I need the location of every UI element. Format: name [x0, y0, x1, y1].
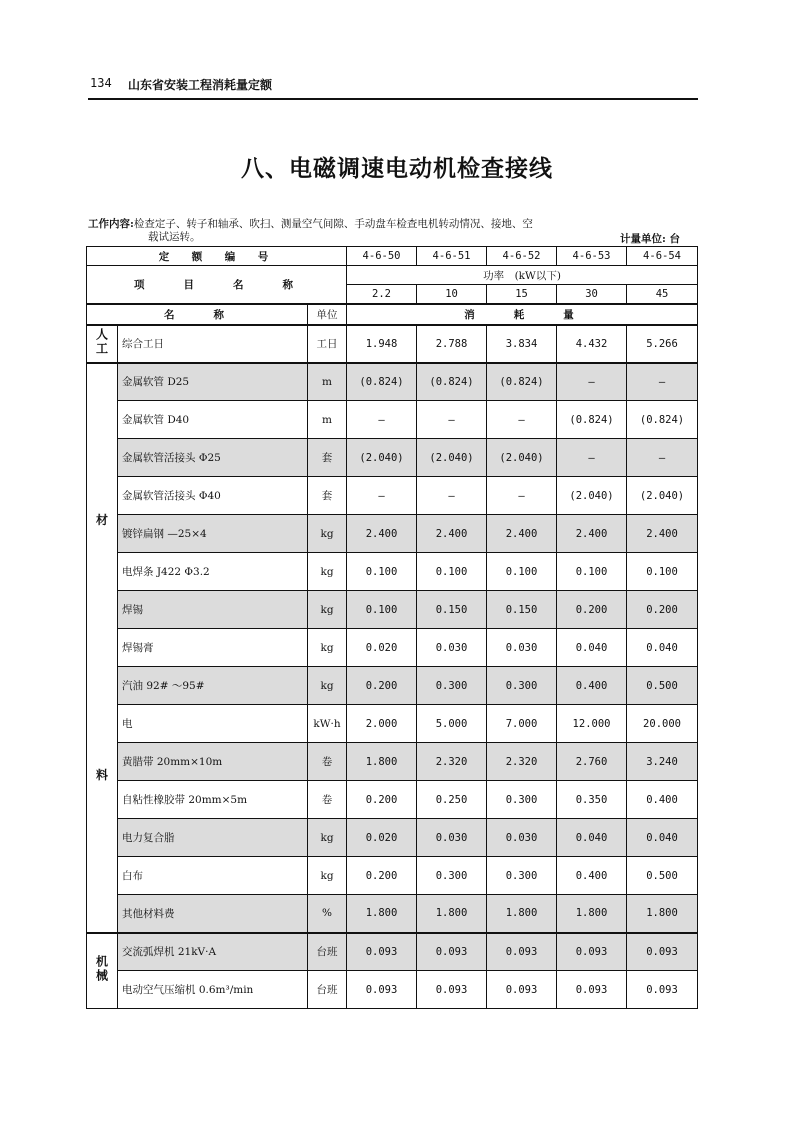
value-cell: —: [417, 401, 487, 439]
table-row: [87, 857, 698, 895]
power-value: 30: [557, 285, 627, 304]
value-cell: 3.240: [627, 743, 698, 781]
value-cell: 2.000: [347, 705, 417, 743]
item-name-label: 项 目 名 称: [87, 266, 347, 304]
value-cell: 0.500: [627, 667, 698, 705]
value-cell: 0.100: [487, 553, 557, 591]
value-cell: 0.093: [417, 933, 487, 971]
value-cell: 0.093: [487, 933, 557, 971]
value-cell: 0.100: [347, 591, 417, 629]
value-cell: 1.800: [557, 895, 627, 933]
power-value: 10: [417, 285, 487, 304]
value-cell: 0.100: [347, 553, 417, 591]
category-machine: [87, 933, 118, 1009]
value-cell: 0.400: [557, 857, 627, 895]
item-unit: kg: [308, 629, 347, 667]
section-title: 八、电磁调速电动机检查接线: [241, 156, 553, 182]
table-row: [87, 895, 698, 933]
value-cell: —: [557, 439, 627, 477]
value-cell: 0.030: [417, 819, 487, 857]
value-cell: (0.824): [487, 363, 557, 401]
value-cell: 0.350: [557, 781, 627, 819]
work-content-line1: 检查定子、转子和轴承、吹扫、测量空气间隙、手动盘车检查电机转动情况、接地、空: [133, 218, 533, 230]
col-code: 4-6-51: [417, 247, 487, 266]
value-cell: 1.800: [627, 895, 698, 933]
power-value: 15: [487, 285, 557, 304]
value-cell: 0.300: [417, 667, 487, 705]
value-cell: 0.040: [557, 629, 627, 667]
value-cell: 0.100: [417, 553, 487, 591]
item-name: 黄腊带 20mm×10m: [118, 743, 308, 781]
table-row: [87, 971, 698, 1009]
item-unit: kg: [308, 591, 347, 629]
category-material: [87, 363, 118, 933]
value-cell: 0.100: [627, 553, 698, 591]
value-cell: (2.040): [347, 439, 417, 477]
value-cell: 2.400: [627, 515, 698, 553]
item-unit: 台班: [308, 933, 347, 971]
power-value: 2.2: [347, 285, 417, 304]
value-cell: 0.200: [347, 857, 417, 895]
item-unit: m: [308, 363, 347, 401]
item-name: 电力复合脂: [118, 819, 308, 857]
item-name: 金属软管活接头 Φ25: [118, 439, 308, 477]
value-cell: —: [557, 363, 627, 401]
item-unit: 卷: [308, 781, 347, 819]
item-unit: kg: [308, 667, 347, 705]
col-code: 4-6-53: [557, 247, 627, 266]
item-unit: m: [308, 401, 347, 439]
value-cell: (2.040): [627, 477, 698, 515]
item-unit: kg: [308, 515, 347, 553]
page-header: [88, 74, 698, 100]
value-cell: —: [627, 439, 698, 477]
item-name: 白布: [118, 857, 308, 895]
item-name: 金属软管 D25: [118, 363, 308, 401]
value-cell: 2.400: [487, 515, 557, 553]
value-cell: —: [417, 477, 487, 515]
item-name: 电: [118, 705, 308, 743]
value-cell: 0.030: [487, 629, 557, 667]
category-material-top: 材: [95, 512, 108, 527]
item-name: 电焊条 J422 Φ3.2: [118, 553, 308, 591]
value-cell: —: [347, 401, 417, 439]
work-content-line2: 载试运转。: [148, 231, 201, 243]
item-unit: kW·h: [308, 705, 347, 743]
value-cell: 7.000: [487, 705, 557, 743]
unit-header: 单位: [308, 304, 347, 325]
value-cell: (2.040): [417, 439, 487, 477]
value-cell: 0.150: [487, 591, 557, 629]
value-cell: 0.200: [627, 591, 698, 629]
value-cell: 0.200: [347, 781, 417, 819]
item-name: 焊锡: [118, 591, 308, 629]
table-row: [87, 401, 698, 439]
item-name: 其他材料费: [118, 895, 308, 933]
table-row: [87, 325, 698, 363]
item-unit: 套: [308, 439, 347, 477]
value-cell: 0.200: [347, 667, 417, 705]
value-cell: 0.500: [627, 857, 698, 895]
item-name: 汽油 92# ～95#: [118, 667, 308, 705]
value-cell: 4.432: [557, 325, 627, 363]
value-cell: 5.266: [627, 325, 698, 363]
work-content: [88, 218, 608, 244]
value-cell: 1.800: [347, 895, 417, 933]
value-cell: 0.030: [487, 819, 557, 857]
value-cell: 0.093: [627, 971, 698, 1009]
table-row: [87, 591, 698, 629]
item-unit: 台班: [308, 971, 347, 1009]
value-cell: 0.093: [487, 971, 557, 1009]
value-cell: 2.400: [417, 515, 487, 553]
table-row: [87, 705, 698, 743]
table-row: [87, 515, 698, 553]
value-cell: 0.020: [347, 629, 417, 667]
item-unit: 卷: [308, 743, 347, 781]
value-cell: 3.834: [487, 325, 557, 363]
value-cell: (0.824): [627, 401, 698, 439]
table-row: [87, 553, 698, 591]
value-cell: 0.040: [627, 819, 698, 857]
work-content-label: 工作内容:: [88, 218, 134, 230]
col-code: 4-6-52: [487, 247, 557, 266]
table-row: [87, 363, 698, 401]
power-value: 45: [627, 285, 698, 304]
page-number: 134: [90, 76, 112, 90]
value-cell: 0.040: [557, 819, 627, 857]
value-cell: 0.250: [417, 781, 487, 819]
item-name: 自粘性橡胶带 20mm×5m: [118, 781, 308, 819]
category-label: 人工: [94, 328, 109, 356]
item-name: 金属软管活接头 Φ40: [118, 477, 308, 515]
item-unit: kg: [308, 553, 347, 591]
item-name: 交流弧焊机 21kV·A: [118, 933, 308, 971]
value-cell: 0.300: [487, 667, 557, 705]
value-cell: —: [487, 401, 557, 439]
book-title: 山东省安装工程消耗量定额: [128, 78, 273, 92]
item-name: 电动空气压缩机 0.6m³/min: [118, 971, 308, 1009]
value-cell: 2.320: [417, 743, 487, 781]
col-code: 4-6-54: [627, 247, 698, 266]
item-name: 焊锡膏: [118, 629, 308, 667]
value-cell: 2.320: [487, 743, 557, 781]
item-unit: 套: [308, 477, 347, 515]
value-cell: 0.093: [557, 933, 627, 971]
value-cell: 1.800: [487, 895, 557, 933]
item-unit: 工日: [308, 325, 347, 363]
value-cell: 0.093: [347, 971, 417, 1009]
table-row: [87, 629, 698, 667]
power-label: 功率 (kW以下): [347, 266, 698, 285]
value-cell: 0.300: [487, 781, 557, 819]
value-cell: 2.400: [557, 515, 627, 553]
item-unit: kg: [308, 857, 347, 895]
value-cell: 12.000: [557, 705, 627, 743]
value-cell: 0.093: [417, 971, 487, 1009]
quota-table: [86, 246, 698, 1009]
value-cell: 1.948: [347, 325, 417, 363]
table-row: [87, 743, 698, 781]
value-cell: 0.100: [557, 553, 627, 591]
value-cell: 0.040: [627, 629, 698, 667]
table-row: [87, 819, 698, 857]
name-header: 名 称: [87, 304, 308, 325]
value-cell: 5.000: [417, 705, 487, 743]
item-unit: %: [308, 895, 347, 933]
value-cell: 0.093: [557, 971, 627, 1009]
value-cell: 2.400: [347, 515, 417, 553]
value-cell: 20.000: [627, 705, 698, 743]
value-cell: 0.300: [487, 857, 557, 895]
category-labor: [87, 325, 118, 363]
table-row: [87, 667, 698, 705]
value-cell: 2.760: [557, 743, 627, 781]
category-material-bottom: 料: [95, 767, 108, 782]
value-cell: 2.788: [417, 325, 487, 363]
value-cell: —: [627, 363, 698, 401]
table-row: [87, 781, 698, 819]
item-unit: kg: [308, 819, 347, 857]
value-cell: 0.093: [347, 933, 417, 971]
value-cell: —: [487, 477, 557, 515]
table-row: [87, 933, 698, 971]
value-cell: 0.020: [347, 819, 417, 857]
col-code: 4-6-50: [347, 247, 417, 266]
value-cell: —: [347, 477, 417, 515]
value-cell: 0.030: [417, 629, 487, 667]
value-cell: 1.800: [417, 895, 487, 933]
value-cell: 1.800: [347, 743, 417, 781]
quota-number-label: 定 额 编 号: [87, 247, 347, 266]
unit-note: 计量单位: 台: [619, 233, 680, 245]
value-cell: 0.200: [557, 591, 627, 629]
value-cell: 0.400: [627, 781, 698, 819]
value-cell: 0.093: [627, 933, 698, 971]
value-cell: (0.824): [347, 363, 417, 401]
value-cell: 0.400: [557, 667, 627, 705]
value-cell: (2.040): [487, 439, 557, 477]
table-row: [87, 439, 698, 477]
item-name: 镀锌扁钢 —25×4: [118, 515, 308, 553]
value-cell: (2.040): [557, 477, 627, 515]
category-label: 机械: [94, 955, 109, 984]
value-cell: (0.824): [417, 363, 487, 401]
table-row: [87, 477, 698, 515]
value-cell: (0.824): [557, 401, 627, 439]
item-name: 综合工日: [118, 325, 308, 363]
value-cell: 0.150: [417, 591, 487, 629]
consumption-header: 消 耗 量: [347, 304, 698, 325]
value-cell: 0.300: [417, 857, 487, 895]
item-name: 金属软管 D40: [118, 401, 308, 439]
